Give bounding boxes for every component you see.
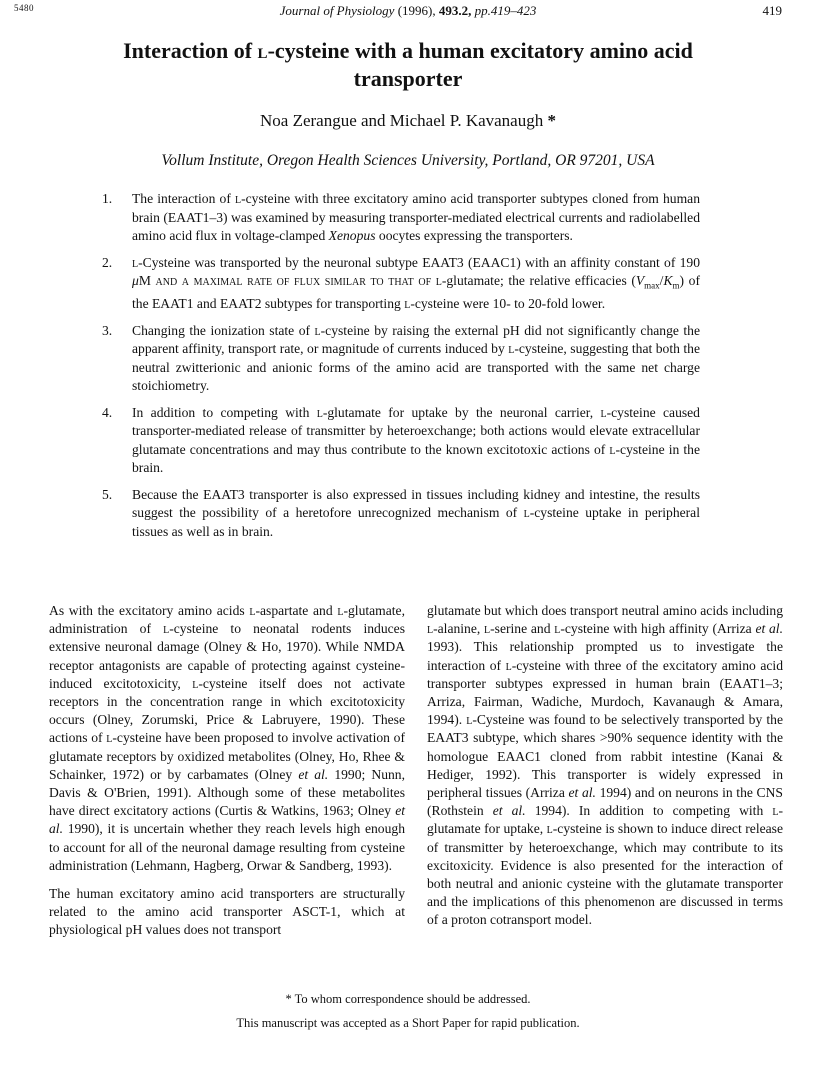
- affiliation: Vollum Institute, Oregon Health Sciences University, Portland, OR 97201, USA: [161, 152, 655, 169]
- summary-item: 4. In addition to competing with l-glutamate for uptake by the neuronal carrier, l-cysteine caused transporter-mediated release of transmitter by heteroexchange; both actions would elevate extracellular glutamate concentrations and may thus contribute to the known excitotoxic actions of l-cysteine in the brain.: [102, 404, 701, 476]
- short-paper-note: This manuscript was accepted as a Short Paper for rapid publication.: [236, 1016, 580, 1030]
- summary-list: [102, 190, 700, 549]
- journal-year: (1996),: [397, 3, 436, 18]
- body-paragraph: The human excitatory amino acid transporters are structurally related to the amino acid transporter ASCT-1, which at physiological pH values does not transport: [49, 886, 405, 938]
- journal-pages: pp.419–423: [474, 3, 537, 18]
- summary-item: 1. The interaction of l-cysteine with three excitatory amino acid transporter subtypes cloned from human brain (EAAT1–3) was examined by measuring transporter-mediated electrical currents and radiolabelled amino acid flux in voltage-clamped Xenopus oocytes expressing the transporters.: [102, 191, 701, 243]
- body-column-left: [49, 602, 405, 950]
- running-head: [0, 3, 816, 19]
- summary-item: 2. l-Cysteine was transported by the neuronal subtype EAAT3 (EAAC1) with an affinity constant of 190 μM and a maximal rate of flux similar to that of l-glutamate; the relative efficacies $(V_{max}/K_m)$ of the EAAT1 and EAAT2 subtypes for transporting l-cysteine were 10- to 20-fold lower.: [102, 254, 700, 312]
- summary-item: 3. Changing the ionization state of l-cysteine by raising the external pH did not significantly change the apparent affinity, transport rate, or magnitude of currents induced by l-cysteine, suggesting that both the neutral zwitterionic and anionic forms of the amino acid are transported with the same net charge stoichiometry.: [102, 322, 700, 394]
- page-number: 419: [762, 3, 782, 18]
- body-paragraph: glutamate but which does transport neutral amino acids including l-alanine, l-serine and l-cysteine with high affinity (Arriza et al. 1993). This relationship prompted us to investigate the interaction of l-cysteine with three of the excitatory amino acid transporter subtypes expressed in human brain (EAAT1–3; Arriza, Fairman, Wadiche, Murdoch, Kavanaugh & Amara, 1994). l-Cysteine was found to be selectively transported by the EAAT3 subtype, which shares >90% sequence identity with the homologue EAAC1 cloned from rabbit intestine (Kanai & Hediger, 1992). This transporter is widely expressed in peripheral tissues (Arriza et al. 1994) and on neurons in the CNS (Rothstein et al. 1994). In addition to competing with l-glutamate for uptake, l-cysteine is shown to induce direct release of transmitter by heteroexchange, which may contribute to its excitoxicity. Evidence is also presented for the interaction of both neutral and anionic cysteine with the glutamate transporter and the implications of this phenomenon are discussed in terms of a proton cotransport model.: [427, 603, 783, 928]
- journal-name: Journal of Physiology: [279, 3, 395, 18]
- body-paragraph: As with the excitatory amino acids l-aspartate and l-glutamate, administration of l-cysteine to neonatal rodents induces extensive neuronal damage (Olney & Ho, 1970). While NMDA receptor antagonists are capable of protecting against cysteine-induced excitotoxicity, l-cysteine itself does not activate receptors in the concentration range in which excitotoxicity occurs (Olney, Zorumski, Price & Labruyere, 1990). These actions of l-cysteine have been proposed to involve activation of glutamate receptors by oxidized metabolites (Olney, Ho, Rhee & Schainker, 1972) or by carbamates (Olney et al. 1990; Nunn, Davis & O'Brien, 1991). Although some of these metabolites have direct excitatory actions (Curtis & Watkins, 1963; Olney et al. 1990), it is uncertain whether they reach levels high enough to account for all of the neuronal damage resulting from cysteine administration (Lehmann, Hagberg, Orwar & Sandberg, 1993).: [49, 603, 406, 873]
- footnotes: [0, 987, 816, 1035]
- body-column-right: [427, 602, 783, 940]
- authors: [0, 111, 816, 131]
- summary-item: 5. Because the EAAT3 transporter is also expressed in tissues including kidney and intestine, the results suggest the possibility of a heretofore unrecognized mechanism of l-cysteine uptake in peripheral tissues as well as in brain.: [102, 486, 700, 539]
- page-id: 5480: [14, 3, 34, 13]
- article-title: Interaction of l-cysteine with a human excitatory amino acid transporter: [123, 38, 693, 91]
- correspondence-mark: *: [543, 111, 556, 130]
- author-names: Noa Zerangue and Michael P. Kavanaugh: [260, 111, 544, 130]
- correspondence-footnote: * To whom correspondence should be addressed.: [285, 992, 531, 1006]
- journal-volume: 493.2,: [438, 3, 472, 18]
